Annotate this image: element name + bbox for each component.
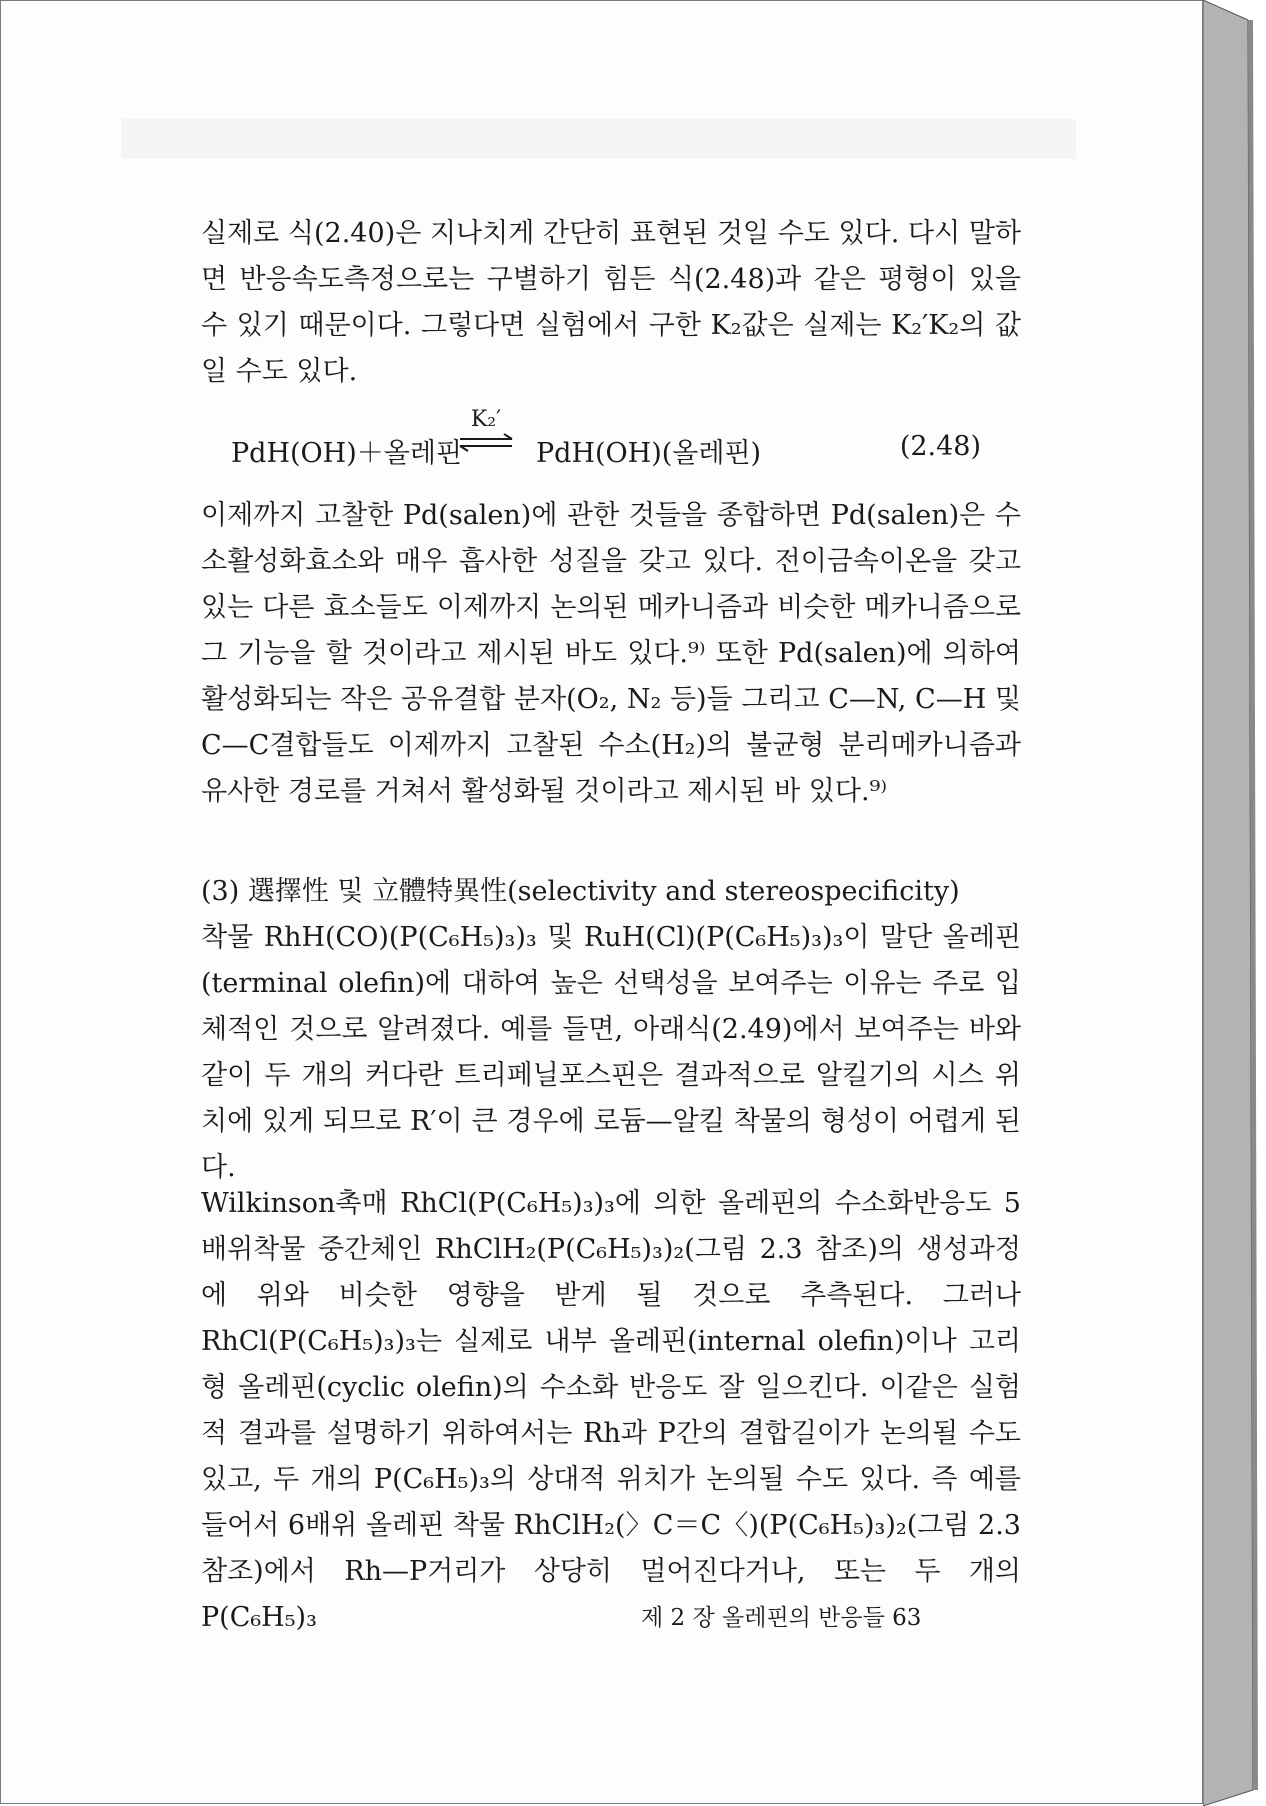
- paragraph-2-text: 이제까지 고찰한 Pd(salen)에 관한 것들을 종합하면 Pd(salen)은 수소활성화효소와 매우 흡사한 성질을 갖고 있다. 전이금속이온을 갖고 있는 다른 효소들도 이제까지 논의된 메카니즘과 비슷한 메카니즘으로 그 기능을 할 것이라고 제시된 바도 있다.⁹⁾ 또한 Pd(salen)에 의하여 활성화되는 작은 공유결합 분자(O₂, N₂ 등)들 그리고 C—N, C—H 및 C—C결합들도 이제까지 고찰된 수소(H₂)의 불균형 분리메카니즘과 유사한 경로를 거쳐서 활성화될 것이라고 제시된 바 있다.⁹⁾: [201, 500, 1021, 807]
- book-edge-icon: [1203, 0, 1266, 1806]
- equation-number: (2.48): [899, 431, 981, 462]
- paragraph-3-text: 착물 RhH(CO)(P(C₆H₅)₃)₃ 및 RuH(Cl)(P(C₆H₅)₃)₃이 말단 올레핀(terminal olefin)에 대하여 높은 선택성을 보여주는 이유는 주로 입체적인 것으로 알려졌다. 예를 들면, 아래식(2.49)에서 보여주는 바와 같이 두 개의 커다란 트리페닐포스핀은 결과적으로 알킬기의 시스 위치에 있게 되므로 R′이 큰 경우에 로듐—알킬 착물의 형성이 어렵게 된다.: [201, 922, 1021, 1183]
- equation-2-48: [231, 407, 1021, 473]
- paragraph-4-text: Wilkinson촉매 RhCl(P(C₆H₅)₃)₃에 의한 올레핀의 수소화반응도 5배위착물 중간체인 RhClH₂(P(C₆H₅)₃)₂(그림 2.3 참조)의 생성과정에 위와 비슷한 영향을 받게 될 것으로 추측된다. 그러나 RhCl(P(C₆H₅)₃)₃는 실제로 내부 올레핀(internal olefin)이나 고리형 올레핀(cyclic olefin)의 수소화 반응도 잘 일으킨다. 이같은 실험적 결과를 설명하기 위하여서는 Rh과 P간의 결합길이가 논의될 수도 있고, 두 개의 P(C₆H₅)₃의 상대적 위치가 논의될 수도 있다. 즉 예를 들어서 6배위 올레핀 착물 RhClH₂(〉C＝C〈)(P(C₆H₅)₃)₂(그림 2.3 참조)에서 Rh—P거리가 상당히 멀어진다거나, 또는 두 개의 P(C₆H₅)₃: [201, 1188, 1021, 1633]
- section-heading: (3) 選擇性 및 立體特異性(selectivity and stereospecificity): [201, 876, 960, 907]
- equilibrium-constant: K₂′: [470, 407, 502, 432]
- equation-left: PdH(OH)＋올레핀: [231, 438, 462, 469]
- paragraph-1-text: 실제로 식(2.40)은 지나치게 간단히 표현된 것일 수도 있다. 다시 말하면 반응속도측정으로는 구별하기 힘든 식(2.48)과 같은 평형이 있을 수 있기 때문이다. 그렇다면 실험에서 구한 K₂값은 실제는 K₂′K₂의 값일 수도 있다.: [201, 218, 1021, 387]
- equilibrium-arrow: [451, 409, 521, 473]
- paragraph-4: [201, 1181, 1021, 1641]
- page-footer: 제 2 장 올레핀의 반응들 63: [641, 1605, 922, 1631]
- paragraph-2: [201, 493, 1021, 815]
- page-shade-band: [121, 119, 1076, 159]
- section-3: [201, 869, 1021, 1191]
- equilibrium-arrow-icon: [456, 431, 516, 453]
- paragraph-1: [201, 211, 1021, 395]
- equation-right: PdH(OH)(올레핀): [536, 438, 762, 469]
- book-spine-edge: [1203, 0, 1266, 1806]
